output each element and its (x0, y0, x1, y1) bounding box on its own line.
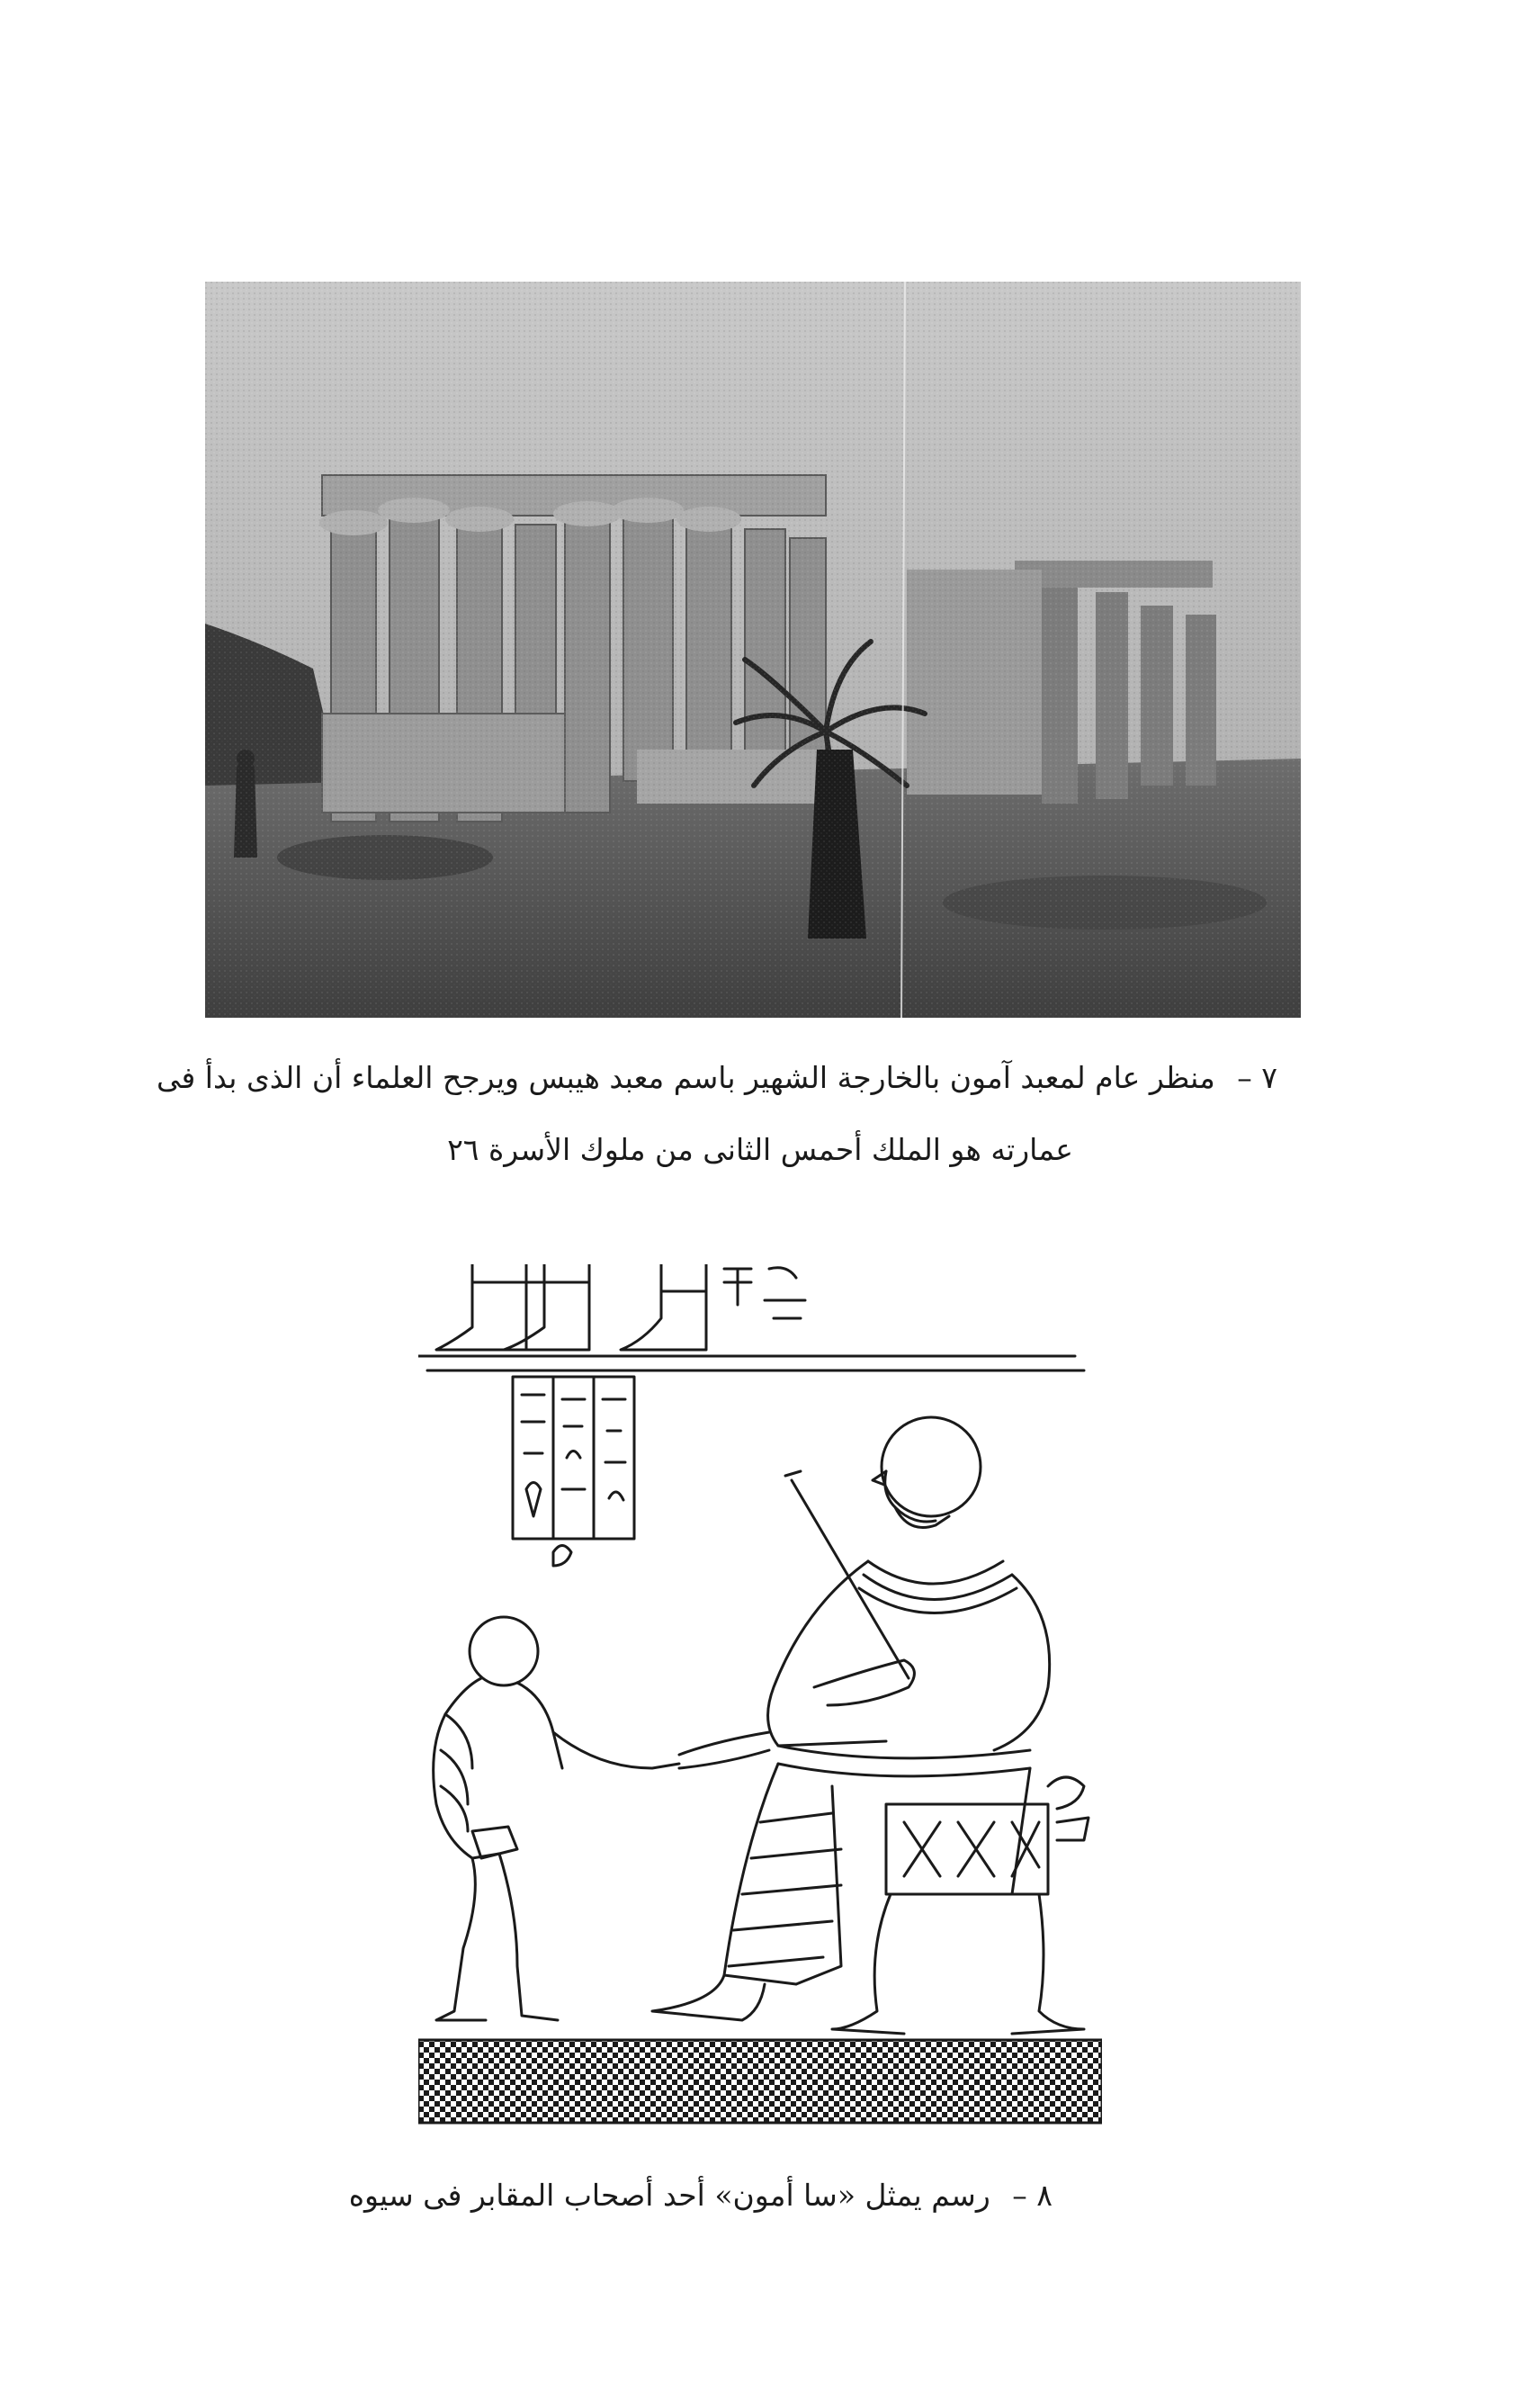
figure7-caption-line1 (157, 1060, 1277, 1095)
figure8-caption-text: رسم يمثل «سا أمون» أحد أصحاب المقابر فى سيوه (348, 2178, 990, 2213)
sa-amun-drawing (418, 1264, 1102, 2146)
temple-photograph (205, 282, 1301, 1018)
figure7-caption-line2: عمارته هو الملك أحمس الثانى من ملوك الأسرة ٢٦ (447, 1132, 1073, 1167)
figure7-number: ٧ – (1237, 1060, 1277, 1095)
sa-amun-line-art (418, 1264, 1102, 2146)
figure8-number: ٨ – (1012, 2178, 1053, 2213)
temple-photo-illustration (205, 282, 1301, 1018)
figure8-caption (243, 2178, 1053, 2213)
figure7-caption-text1: منظر عام لمعبد آمون بالخارجة الشهير باسم معبد هيبس ويرجح العلماء أن الذى بدأ فى (157, 1060, 1215, 1095)
